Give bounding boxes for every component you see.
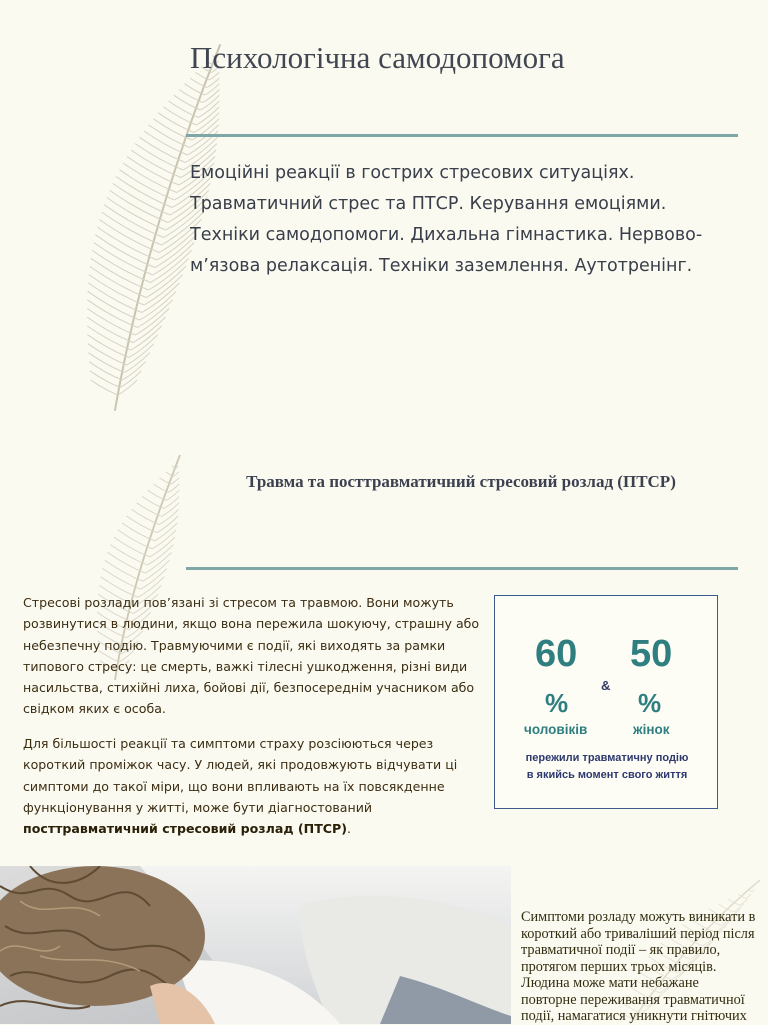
- feather-barb: [142, 283, 180, 313]
- ptsd-paragraph-end: .: [347, 821, 352, 837]
- symptoms-paragraph: Симптоми розладу можуть виникати в короткий або триваліший період після травматичної події – як правило, протягом перших трьох місяців. Людина може мати небажане повторне переживання травматичної події, намагатися уникнути гнітючих: [521, 909, 756, 1024]
- stats-caption-line1: пережили травматичну подію: [525, 752, 689, 764]
- feather-barb: [162, 503, 180, 517]
- feather-barb: [144, 275, 183, 305]
- page-title: Психологічна самодопомога: [190, 40, 565, 75]
- feather-barb: [87, 326, 131, 350]
- trauma-paragraph: Стресові розлади пов’язані зі стресом та травмою. Вони можуть розвинутися в людини, якщо вона пережила шокуючу, страшну або небезпечну подію. Травмуючими є події, які виходять за рамки типового стресу: це смерть, важкі тілесні ушкодження, різні види насильства, стихійні лиха, бойові дії, безпосереднім учасником або свідком яких є особа.: [23, 595, 480, 717]
- women-label: жінок: [633, 722, 670, 737]
- women-percent-sign: %: [638, 688, 662, 718]
- ampersand: &: [601, 678, 611, 693]
- stats-caption: [495, 750, 719, 784]
- section-heading: Травма та посттравматичний стресовий розлад (ПТСР): [246, 472, 676, 491]
- feather-barb: [137, 503, 162, 517]
- feather-barb: [174, 95, 201, 110]
- feather-barb: [131, 326, 162, 350]
- ptsd-term: посттравматичний стресовий розлад (ПТСР): [23, 821, 348, 837]
- feather-barb: [90, 371, 120, 388]
- intro-paragraph: Емоційні реакції в гострих стресових ситуаціях. Травматичний стрес та ПТСР. Керування емоціями. Техніки самодопомоги. Дихальна гімнастика. Нервово-м’язова релаксація. Техніки заземлення. Аутотренінг.: [190, 163, 703, 276]
- stats-caption-line2: в якийсь момент свого життя: [526, 769, 688, 781]
- title-divider: [186, 134, 738, 137]
- feather-barb: [129, 335, 158, 358]
- ptsd-paragraph-text: Для більшості реакції та симптоми страху розсіюються через короткий проміжок часу. У людей, які продовжують відчувати ці симптоми до такої міри, що вони впливають на їх повсякденне функціонування у житті, може бути діагностований: [23, 736, 458, 815]
- men-percent-value: 60: [535, 633, 578, 675]
- feather-barb: [205, 84, 219, 95]
- feather-barb: [133, 317, 165, 342]
- feather-barb: [102, 212, 162, 245]
- feather-barb: [97, 227, 157, 260]
- feather-barb: [746, 894, 752, 898]
- feather-barb: [91, 380, 118, 395]
- feather-barb: [752, 890, 755, 892]
- stats-box: [494, 595, 718, 809]
- feather-barb: [164, 496, 179, 508]
- women-percent-value: 50: [630, 633, 673, 675]
- woman-on-bed-photo: [0, 866, 511, 1024]
- men-label: чоловіків: [524, 722, 588, 737]
- men-percent-sign: %: [545, 688, 569, 718]
- feather-barb: [99, 220, 159, 253]
- section-divider: [186, 567, 738, 570]
- feather-barb: [89, 362, 122, 380]
- ptsd-paragraph: [23, 733, 483, 839]
- photo-illustration: [0, 866, 511, 1024]
